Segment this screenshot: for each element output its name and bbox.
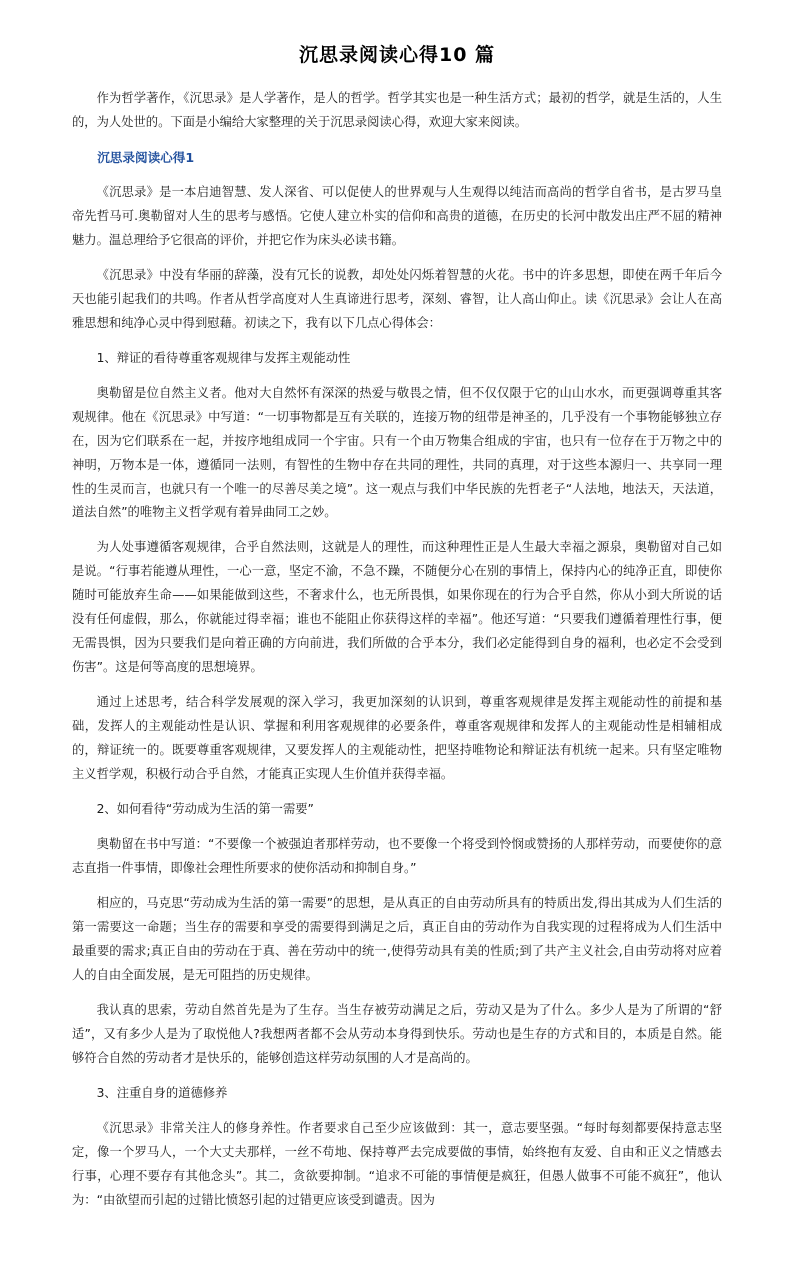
paragraph: 我认真的思索，劳动自然首先是为了生存。当生存被劳动满足之后，劳动又是为了什么。多少人是为了所谓的“舒适”，又有多少人是为了取悦他人?我想两者都不会从劳动本身得到快乐。劳动也是生存的方式和目的，本质是自然。能够符合自然的劳动者才是快乐的，能够创造这样劳动氛围的人才是高尚的。 [72, 1002, 722, 1065]
subheading-2: 2、如何看待“劳动成为生活的第一需要” [96, 802, 314, 817]
paragraph: 奥勒留在书中写道：“不要像一个被强迫者那样劳动，也不要像一个将受到怜悯或赞扬的人那样劳动，而要使你的意志直指一件事情，即像社会理性所要求的使你活动和抑制自身。” [72, 837, 722, 876]
document-body [72, 87, 722, 1213]
paragraph: 《沉思录》是一本启迪智慧、发人深省、可以促使人的世界观与人生观得以纯洁而高尚的哲学自省书，是古罗马皇帝先哲马可.奥勒留对人生的思考与感悟。它使人建立朴实的信仰和高贵的道德，在历史的长河中散发出庄严不屈的精神魅力。温总理给予它很高的评价，并把它作为床头必读书籍。 [72, 184, 722, 247]
section-heading-1: 沉思录阅读心得1 [97, 149, 195, 165]
paragraph-intro: 作为哲学著作，《沉思录》是人学著作，是人的哲学。哲学其实也是一种生活方式；最初的哲学，就是生活的，人生的，为人处世的。下面是小编给大家整理的关于沉思录阅读心得，欢迎大家来阅读。 [72, 91, 722, 129]
page-title: 沉思录阅读心得10 篇 [298, 44, 496, 66]
paragraph: 《沉思录》非常关注人的修身养性。作者要求自己至少应该做到：其一，意志要坚强。“每时每刻都要保持意志坚定，像一个罗马人，一个大丈夫那样，一丝不苟地、保持尊严去完成要做的事情，始终抱有友爱、自由和正义之情感去行事，心理不要存有其他念头”。其二，贪欲要抑制。“追求不可能的事情便是疯狂，但愚人做事不可能不疯狂”，他认为：“由欲望而引起的过错比愤怒引起的过错更应该受到谴责。因为 [72, 1120, 722, 1207]
paragraph: 《沉思录》中没有华丽的辞藻，没有冗长的说教，却处处闪烁着智慧的火花。书中的许多思想，即使在两千年后今天也能引起我们的共鸣。作者从哲学高度对人生真谛进行思考，深刻、睿智，让人高山仰止。读《沉思录》会让人在高雅思想和纯净心灵中得到慰藉。初读之下，我有以下几点心得体会： [72, 267, 722, 330]
paragraph: 通过上述思考，结合科学发展观的深入学习，我更加深刻的认识到，尊重客观规律是发挥主观能动性的前提和基础，发挥人的主观能动性是认识、掌握和利用客观规律的必要条件，尊重客观规律和发挥人的主观能动性是相辅相成的，辩证统一的。既要尊重客观规律，又要发挥人的主观能动性，把坚持唯物论和辩证法有机统一起来。只有坚定唯物主义哲学观，积极行动合乎自然，才能真正实现人生价值并获得幸福。 [72, 695, 722, 782]
paragraph: 相应的，马克思“劳动成为生活的第一需要”的思想，是从真正的自由劳动所具有的特质出发,得出其成为人们生活的第一需要这一命题；当生存的需要和享受的需要得到满足之后，真正自由的劳动作为自我实现的过程将成为人们生活中最重要的需求;真正自由的劳动在于真、善在劳动中的统一,使得劳动具有美的性质;到了共产主义社会,自由劳动将对应着人的自由全面发展，是无可阻挡的历史规律。 [72, 896, 722, 982]
subheading-1: 1、辩证的看待尊重客观规律与发挥主观能动性 [96, 350, 351, 365]
paragraph: 奥勒留是位自然主义者。他对大自然怀有深深的热爱与敬畏之情，但不仅仅限于它的山山水水，而更强调尊重其客观规律。他在《沉思录》中写道：“一切事物都是互有关联的，连接万物的纽带是神圣的，几乎没有一个事物能够独立存在，因为它们联系在一起，并按序地组成同一个宇宙。只有一个由万物集合组成的宇宙，也只有一位存在于万物之中的神明，万物本是一体，遵循同一法则，有智性的生物中存在共同的理性，共同的真理，对于这些本源归一、共享同一理性的生灵而言，也就只有一个唯一的尽善尽美之境”。这一观点与我们中华民族的先哲老子“人法地，地法天，天法道，道法自然”的唯物主义哲学观有着异曲同工之妙。 [72, 385, 722, 520]
subheading-3: 3、注重自身的道德修养 [96, 1085, 228, 1100]
paragraph: 为人处事遵循客观规律，合乎自然法则，这就是人的理性，而这种理性正是人生最大幸福之源泉，奥勒留对自己如是说。“行事若能遵从理性，一心一意，坚定不渝，不急不躁，不随便分心在别的事情上，保持内心的纯净正直，即使你随时可能放弃生命——如果能做到这些，不奢求什么，也无所畏惧，如果你现在的行为合乎自然，你从小到大所说的话没有任何虚假，那么，你就能过得幸福；谁也不能阻止你获得这样的幸福”。他还写道：“只要我们遵循着理性行事，便无需畏惧，因为只要我们是向着正确的方向前进，我们所做的合乎本分，我们必定能得到自身的福利，也必定不会受到伤害”。这是何等高度的思想境界。 [72, 540, 722, 675]
